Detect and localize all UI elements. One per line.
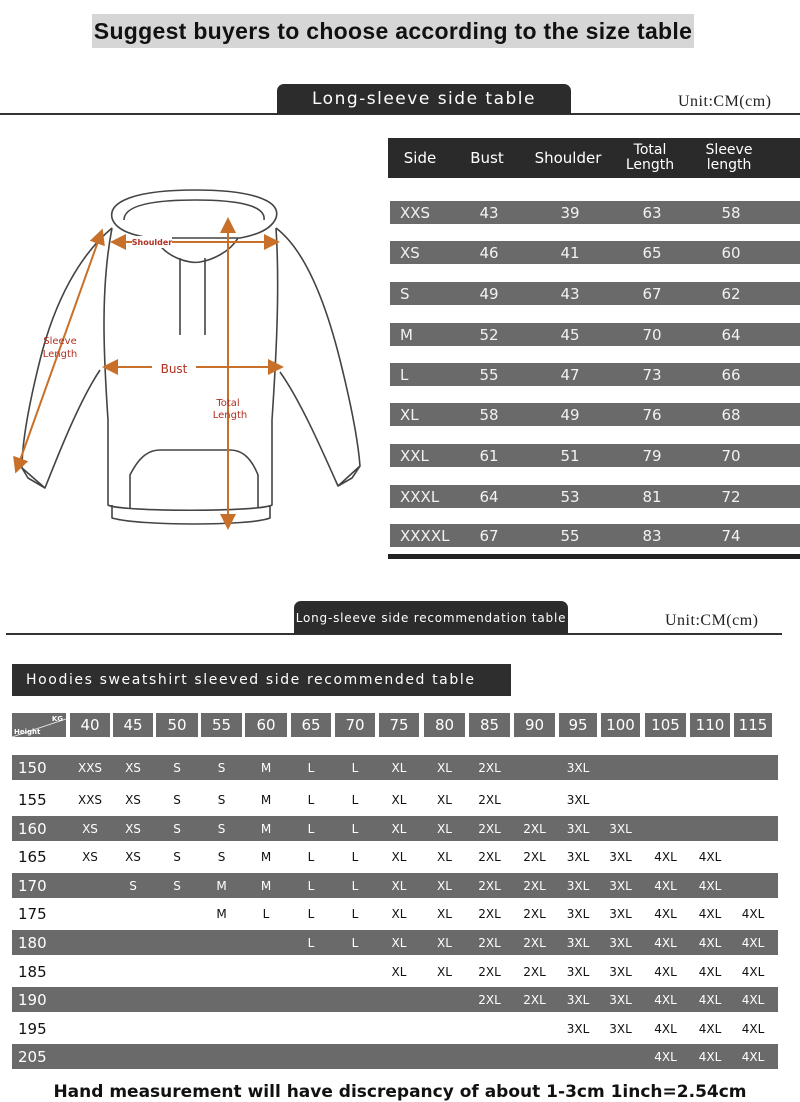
size-cell-size: L (400, 365, 409, 384)
recommend-row (12, 901, 778, 926)
size-cell-bust: 61 (479, 446, 499, 465)
size-recommend-cell: 2XL (523, 849, 546, 864)
height-cell: 180 (18, 933, 47, 952)
size-recommend-cell: 4XL (698, 935, 722, 950)
weight-header-cell: 115 (734, 713, 772, 737)
size-recommend-cell: 4XL (654, 906, 677, 921)
col-shoulder: Shoulder (534, 148, 602, 167)
size-cell-size: XXXXL (400, 526, 450, 545)
size-cell-size: XL (400, 405, 419, 424)
size-recommend-cell: 3XL (609, 878, 632, 893)
size-recommend-cell: XL (391, 964, 407, 979)
size-cell-total: 73 (642, 365, 662, 384)
recommend-row (12, 1016, 778, 1041)
size-cell-shoulder: 45 (560, 325, 580, 344)
size-recommend-cell: 4XL (654, 935, 677, 950)
size-recommend-cell: L (307, 821, 315, 836)
weight-header-cell: 75 (379, 713, 419, 737)
size-recommend-cell: 4XL (698, 1021, 722, 1036)
size-cell-shoulder: 41 (560, 243, 580, 262)
size-cell-bust: 43 (479, 203, 499, 222)
size-cell-bust: 55 (479, 365, 499, 384)
size-recommend-cell: XL (437, 821, 452, 836)
weight-header-cell: 85 (469, 713, 510, 737)
weight-header-cell: 100 (601, 713, 640, 737)
size-recommend-cell: XS (82, 849, 98, 864)
size-recommend-cell: M (216, 906, 227, 921)
size-cell-sleeve: 58 (721, 203, 741, 222)
size-cell-total: 67 (642, 284, 662, 303)
recommend-row (12, 787, 778, 812)
size-cell-shoulder: 49 (560, 405, 580, 424)
height-cell: 150 (18, 758, 47, 777)
size-recommend-cell: XL (437, 935, 452, 950)
size-recommend-cell: 2XL (478, 992, 501, 1007)
size-recommend-cell: 4XL (654, 992, 677, 1007)
size-recommend-cell: S (173, 760, 181, 775)
size-cell-sleeve: 66 (721, 365, 741, 384)
size-cell-bust: 46 (479, 243, 499, 262)
size-cell-size: M (400, 325, 413, 344)
size-row (390, 323, 800, 346)
size-recommend-cell: 4XL (741, 1049, 765, 1064)
size-row (390, 524, 800, 547)
size-recommend-cell: L (262, 906, 270, 921)
size-recommend-cell: L (307, 935, 315, 950)
size-recommend-cell: L (351, 821, 359, 836)
size-recommend-cell: XL (437, 878, 452, 893)
measurement-arrows (18, 225, 276, 522)
size-recommend-cell: 4XL (698, 964, 722, 979)
size-recommend-cell: L (351, 849, 359, 864)
col-side: Side (403, 148, 437, 167)
col-total-length: Total Length (625, 142, 675, 173)
size-table-header (388, 138, 800, 178)
size-recommend-cell: XL (391, 760, 407, 775)
size-row (390, 282, 800, 305)
total-length-label-1: Total (216, 398, 240, 409)
size-recommend-cell: XS (125, 792, 141, 807)
size-cell-bust: 58 (479, 405, 499, 424)
size-recommend-cell: M (260, 760, 272, 775)
size-recommend-cell: L (307, 792, 315, 807)
size-row (390, 403, 800, 426)
size-recommend-cell: 4XL (654, 849, 677, 864)
size-recommend-cell: XS (125, 849, 141, 864)
size-recommend-cell: M (260, 849, 272, 864)
height-cell: 170 (18, 876, 47, 895)
size-recommend-cell: 3XL (566, 792, 590, 807)
weight-header-cell: 65 (291, 713, 331, 737)
size-cell-sleeve: 70 (721, 446, 741, 465)
size-recommend-cell: S (173, 792, 181, 807)
size-table-bottom-rule (388, 554, 800, 559)
size-cell-bust: 49 (479, 284, 499, 303)
size-recommend-cell: XL (437, 964, 452, 979)
size-recommend-cell: M (260, 878, 272, 893)
size-recommend-cell: S (217, 849, 226, 864)
size-recommend-cell: L (307, 760, 315, 775)
size-cell-bust: 52 (479, 325, 499, 344)
size-recommend-cell: 3XL (566, 821, 590, 836)
size-recommend-cell: 2XL (523, 821, 546, 836)
size-recommend-cell: XL (391, 821, 407, 836)
size-recommend-cell: 4XL (654, 1021, 677, 1036)
size-recommend-cell: 2XL (478, 878, 501, 893)
size-cell-bust: 67 (479, 526, 499, 545)
size-cell-sleeve: 62 (721, 284, 741, 303)
size-recommend-cell: 4XL (741, 992, 765, 1007)
size-recommend-cell: 3XL (609, 906, 632, 921)
size-recommend-cell: L (307, 878, 315, 893)
size-recommend-cell: L (307, 849, 315, 864)
size-recommend-cell: 3XL (566, 906, 590, 921)
size-unit-label: Unit:CM(cm) (678, 93, 772, 110)
size-recommend-cell: XL (437, 849, 452, 864)
size-recommend-cell: XL (391, 935, 407, 950)
weight-header-cell: 60 (245, 713, 287, 737)
size-cell-size: XXL (400, 446, 429, 465)
size-recommend-cell: 4XL (654, 1049, 677, 1064)
size-row (390, 241, 800, 264)
size-recommend-cell: L (351, 935, 359, 950)
size-recommend-cell: 4XL (741, 964, 765, 979)
size-recommend-cell: XS (125, 821, 141, 836)
size-cell-total: 83 (642, 526, 662, 545)
size-recommend-cell: 4XL (741, 1021, 765, 1036)
size-recommend-cell: XL (391, 878, 407, 893)
size-recommend-cell: 4XL (741, 935, 765, 950)
size-recommend-cell: 2XL (523, 935, 546, 950)
weight-header-cell: 70 (335, 713, 375, 737)
corner-kg: KG (51, 715, 63, 723)
size-recommend-cell: M (260, 792, 272, 807)
size-cell-sleeve: 60 (721, 243, 741, 262)
size-recommend-cell: 4XL (698, 906, 722, 921)
size-cell-sleeve: 74 (721, 526, 741, 545)
size-recommend-cell: 4XL (698, 1049, 722, 1064)
height-cell: 185 (18, 962, 47, 981)
size-recommend-cell: L (307, 906, 315, 921)
height-cell: 175 (18, 904, 47, 923)
size-recommend-cell: XS (125, 760, 141, 775)
size-recommend-cell: 2XL (478, 935, 501, 950)
size-recommend-cell: S (217, 792, 226, 807)
size-recommend-cell: S (217, 760, 226, 775)
size-recommend-cell: 3XL (566, 935, 590, 950)
weight-header-cell: 40 (70, 713, 110, 737)
size-cell-total: 76 (642, 405, 662, 424)
weight-header-cell: 95 (559, 713, 597, 737)
size-recommend-cell: 3XL (609, 964, 632, 979)
size-recommend-cell: S (173, 821, 181, 836)
size-recommend-cell: 3XL (566, 1021, 590, 1036)
height-cell: 160 (18, 819, 47, 838)
hoodie-diagram (0, 185, 380, 530)
recommend-row (12, 1044, 778, 1069)
size-recommend-cell: S (217, 821, 226, 836)
weight-header-cell: 90 (514, 713, 555, 737)
size-recommend-cell: S (173, 849, 181, 864)
size-recommend-cell: 3XL (609, 849, 632, 864)
height-cell: 205 (18, 1047, 47, 1066)
col-sleeve-length: Sleeve length (705, 142, 753, 173)
size-row (390, 201, 800, 224)
size-recommend-cell: XXS (77, 792, 103, 807)
size-recommend-cell: L (351, 792, 359, 807)
size-recommend-cell: 2XL (523, 878, 546, 893)
recommend-row (12, 816, 778, 841)
recommend-table-title: Hoodies sweatshirt sleeved side recommended table (12, 664, 511, 696)
total-length-label-2: Length (212, 410, 248, 421)
size-recommend-cell: XL (391, 906, 407, 921)
height-cell: 195 (18, 1019, 47, 1038)
size-recommend-cell: 3XL (609, 935, 632, 950)
size-recommend-cell: XL (437, 760, 452, 775)
size-recommend-cell: XL (437, 906, 452, 921)
size-cell-total: 70 (642, 325, 662, 344)
size-recommend-cell: L (351, 906, 359, 921)
height-cell: 155 (18, 790, 47, 809)
size-cell-total: 65 (642, 243, 662, 262)
size-recommend-cell: 3XL (609, 821, 632, 836)
size-cell-shoulder: 43 (560, 284, 580, 303)
size-recommend-cell: XL (391, 792, 407, 807)
size-recommend-cell: 3XL (566, 992, 590, 1007)
size-recommend-cell: 4XL (741, 906, 765, 921)
recommend-row (12, 873, 778, 898)
size-cell-size: XXXL (400, 487, 440, 506)
size-table-tab: Long-sleeve side table (277, 84, 571, 114)
size-cell-sleeve: 72 (721, 487, 741, 506)
size-recommend-cell: 3XL (566, 964, 590, 979)
size-cell-bust: 64 (479, 487, 499, 506)
size-recommend-cell: XXS (77, 760, 103, 775)
height-cell: 190 (18, 990, 47, 1009)
size-recommend-cell: 2XL (478, 849, 501, 864)
size-cell-size: XS (400, 243, 420, 262)
weight-header-cell: 80 (424, 713, 465, 737)
size-cell-shoulder: 51 (560, 446, 580, 465)
weight-header-cell: 55 (201, 713, 242, 737)
size-recommend-cell: 3XL (609, 1021, 632, 1036)
size-recommend-cell: 4XL (698, 878, 722, 893)
size-cell-size: S (400, 284, 410, 303)
size-recommend-cell: L (351, 760, 359, 775)
size-recommend-cell: 2XL (478, 906, 501, 921)
size-cell-shoulder: 55 (560, 526, 580, 545)
recommend-row (12, 959, 778, 984)
size-recommend-cell: XS (82, 821, 98, 836)
recommend-unit-label: Unit:CM(cm) (665, 612, 759, 629)
size-recommend-cell: M (260, 821, 272, 836)
size-cell-shoulder: 47 (560, 365, 580, 384)
col-bust: Bust (470, 148, 504, 167)
size-cell-total: 81 (642, 487, 662, 506)
size-recommend-cell: 3XL (566, 878, 590, 893)
size-recommend-cell: 2XL (478, 760, 501, 775)
size-cell-shoulder: 39 (560, 203, 580, 222)
size-cell-size: XXS (400, 203, 431, 222)
size-recommend-cell: 2XL (523, 992, 546, 1007)
height-weight-corner (12, 713, 66, 737)
weight-header-cell: 45 (113, 713, 153, 737)
recommend-row (12, 755, 778, 780)
size-cell-sleeve: 64 (721, 325, 741, 344)
shoulder-label: Shoulder (131, 238, 173, 247)
size-recommend-cell: XL (437, 792, 452, 807)
weight-header-cell: 50 (156, 713, 198, 737)
size-recommend-cell: M (216, 878, 227, 893)
size-recommend-cell: 4XL (654, 964, 677, 979)
footer-note: Hand measurement will have discrepancy of about 1-3cm 1inch=2.54cm (53, 1082, 747, 1102)
weight-header-cell: 110 (690, 713, 730, 737)
size-cell-shoulder: 53 (560, 487, 580, 506)
size-row (390, 444, 800, 467)
bust-label: Bust (160, 362, 188, 376)
size-recommend-cell: 2XL (478, 964, 501, 979)
size-recommend-cell: 3XL (566, 760, 590, 775)
height-cell: 165 (18, 847, 47, 866)
weight-header-cell: 105 (645, 713, 686, 737)
size-recommend-cell: 2XL (523, 906, 546, 921)
sleeve-length-label-2: Length (42, 349, 78, 360)
size-recommend-cell: 2XL (523, 964, 546, 979)
size-recommend-cell: XL (391, 849, 407, 864)
recommend-row (12, 844, 778, 869)
size-cell-sleeve: 68 (721, 405, 741, 424)
page-title: Suggest buyers to choose according to the size table (92, 14, 694, 48)
size-cell-total: 79 (642, 446, 662, 465)
size-recommend-cell: 4XL (698, 849, 722, 864)
recommend-row (12, 987, 778, 1012)
size-recommend-cell: 2XL (478, 821, 501, 836)
recommend-row (12, 930, 778, 955)
sleeve-length-label-1: Sleeve (43, 336, 77, 347)
size-recommend-cell: S (173, 878, 181, 893)
corner-height: Height (14, 728, 41, 736)
size-recommend-cell: 4XL (654, 878, 677, 893)
size-cell-total: 63 (642, 203, 662, 222)
recommend-table-tab: Long-sleeve side recommendation table (294, 601, 568, 634)
size-recommend-cell: L (351, 878, 359, 893)
size-recommend-cell: 2XL (478, 792, 501, 807)
size-recommend-cell: 3XL (566, 849, 590, 864)
size-row (390, 363, 800, 386)
size-row (390, 485, 800, 508)
size-recommend-cell: 3XL (609, 992, 632, 1007)
size-recommend-cell: 4XL (698, 992, 722, 1007)
size-recommend-cell: S (129, 878, 137, 893)
